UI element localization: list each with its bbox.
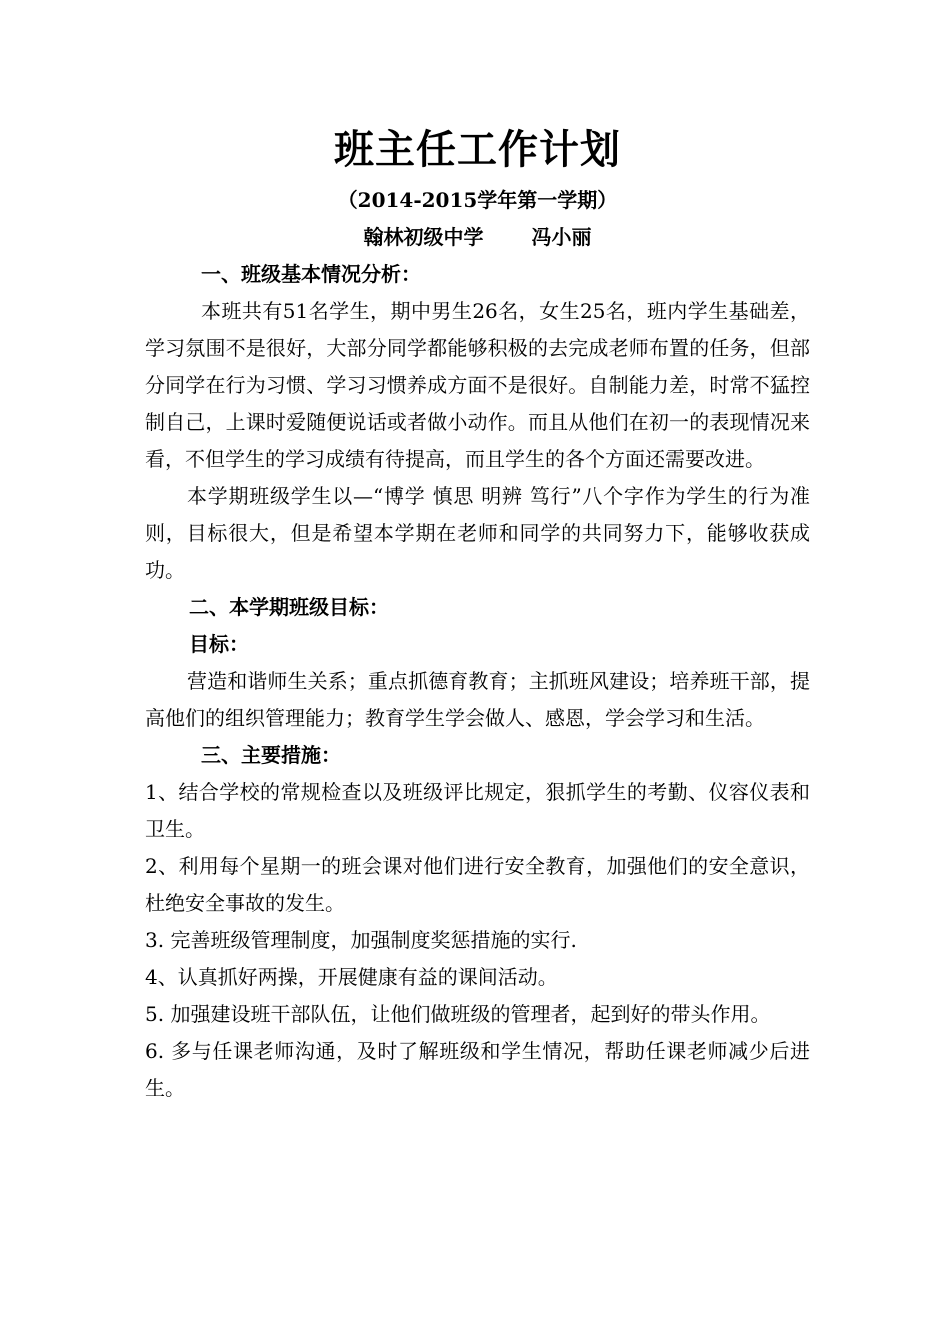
measure-item-5: 5. 加强建设班干部队伍，让他们做班级的管理者，起到好的带头作用。 [145,1002,771,1026]
measure-item-6: 6. 多与任课老师沟通，及时了解班级和学生情况，帮助任课老师减少后进生。 [145,1039,810,1100]
author-name: 冯小丽 [531,225,592,249]
section1-paragraph2: 本学期班级学生以—“博学 慎思 明辨 笃行”八个字作为学生的行为准则，目标很大，但是希望本学期在老师和同学的共同努力下，能够收获成功。 [145,484,810,582]
section3-heading: 三、主要措施： [201,743,341,767]
measure-item-3: 3. 完善班级管理制度，加强制度奖惩措施的实行. [145,928,577,952]
school-name: 翰林初级中学 [363,225,484,249]
measure-item-4: 4、认真抓好两操，开展健康有益的课间活动。 [145,965,558,989]
section1-paragraph1: 本班共有51名学生，期中男生26名，女生25名，班内学生基础差，学习氛围不是很好，大部分同学都能够积极的去完成老师布置的任务，但部分同学在行为习惯、学习习惯养成方面不是很好。自制能力差，时常不猛控制自己，上课时爱随便说话或者做小动作。而且从他们在初一的表现情况来看，不但学生的学习成绩有待提高，而且学生的各个方面还需要改进。 [145,299,810,471]
document-page [145,118,810,1107]
measure-item-2: 2、利用每个星期一的班会课对他们进行安全教育，加强他们的安全意识，杜绝安全事故的发生。 [145,854,810,915]
section2-heading: 二、本学期班级目标： [189,595,389,619]
document-subtitle: （2014-2015学年第一学期） [337,188,618,212]
section2-paragraph: 营造和谐师生关系；重点抓德育教育；主抓班风建设；培养班干部，提高他们的组织管理能力；教育学生学会做人、感恩，学会学习和生活。 [145,669,810,730]
measure-item-1: 1、结合学校的常规检查以及班级评比规定，狠抓学生的考勤、仪容仪表和卫生。 [145,780,810,841]
section1-heading: 一、班级基本情况分析： [201,262,421,286]
author-line [145,218,810,256]
document-title: 班主任工作计划 [334,126,621,173]
section2-subheading: 目标： [189,632,249,656]
